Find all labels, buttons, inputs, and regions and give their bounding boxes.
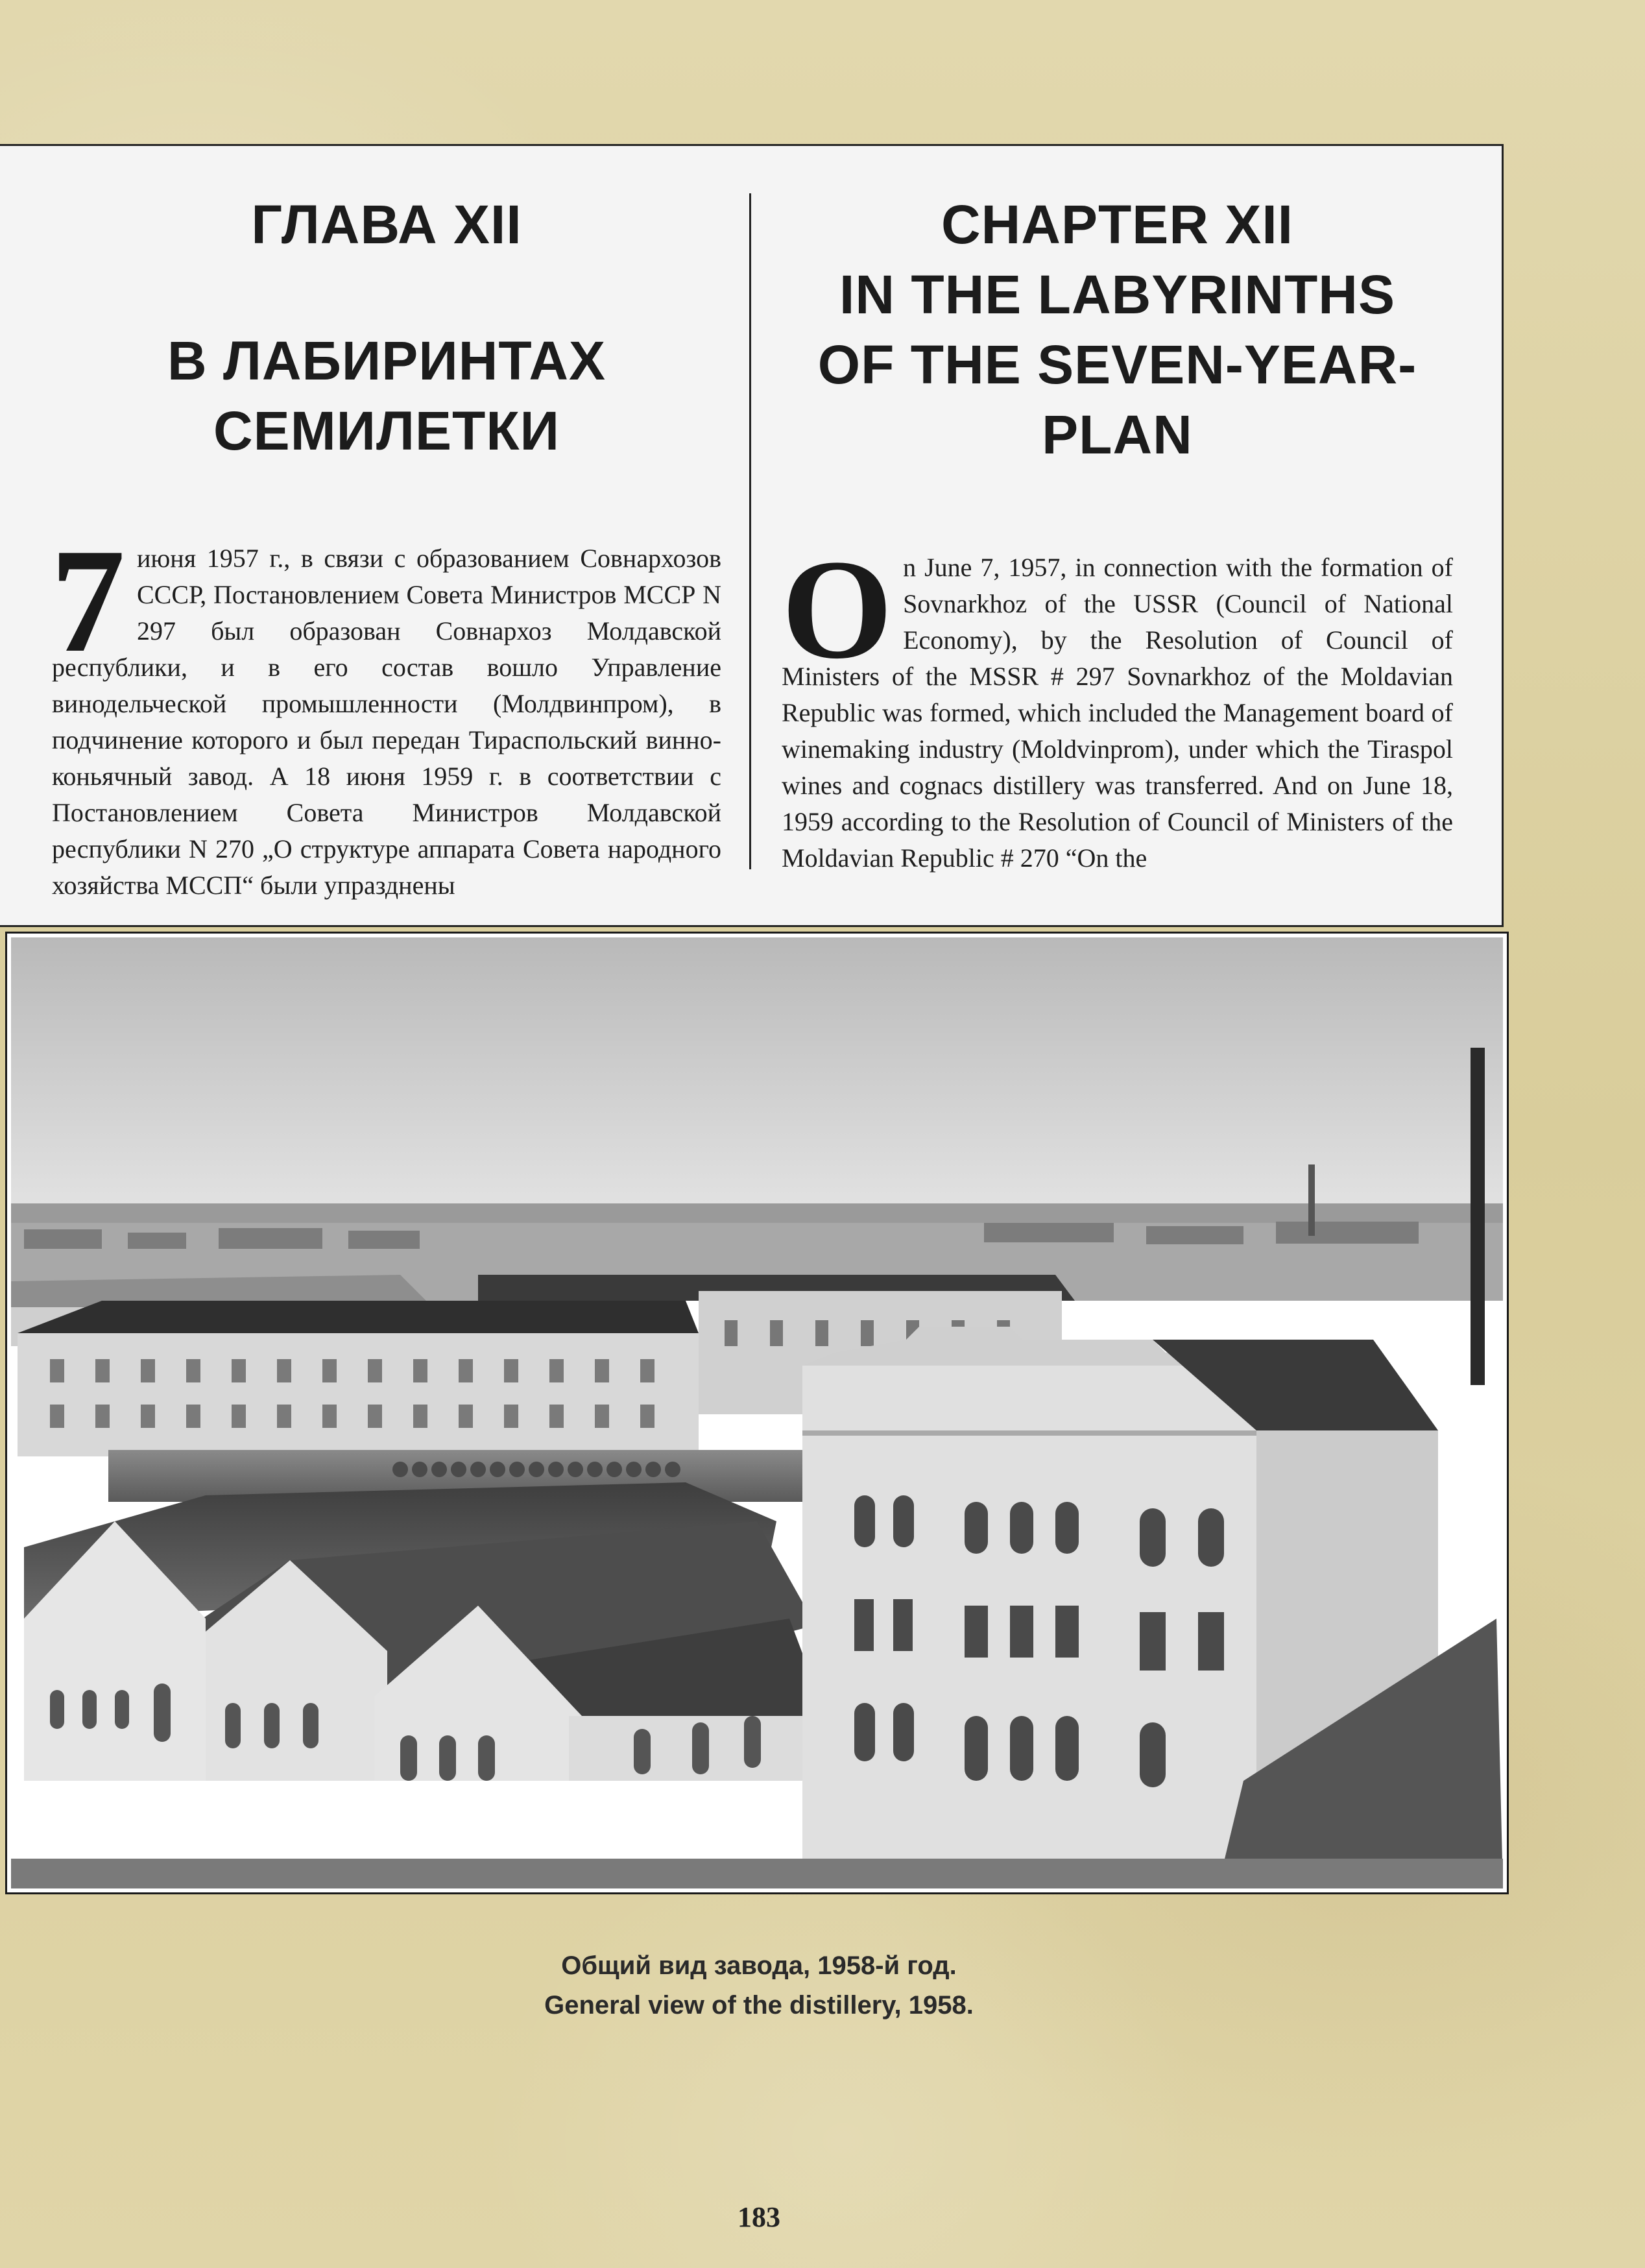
text-panel xyxy=(0,144,1504,927)
heading-line-en: OF THE SEVEN-YEAR- xyxy=(817,334,1417,395)
photo-caption-ru: Общий вид завода, 1958-й год. xyxy=(561,1951,957,1980)
drop-cap-ru: 7 xyxy=(51,518,125,683)
distillery-photo xyxy=(5,932,1509,1894)
drop-cap-en: O xyxy=(782,530,893,688)
body-paragraph-en xyxy=(782,530,1453,876)
heading-line-en: IN THE LABYRINTHS xyxy=(839,264,1395,325)
body-text-ru: июня 1957 г., в связи с образованием Совнархозов СССР, Постановлением Совета Министров МССР N 297 был образован Совнархоз Молдавской республики, и в его состав вошло Управление винодельческой промышленности (Молдвинпром), в подчинение которого и был передан Тираспольский винно-коньячный завод. А 18 июня 1959 г. в соответствии с Постановлением Совета Министров Молдавской республики N 270 „О структуре аппарата Совета народного хозяйства МССП“ были упразднены xyxy=(52,544,721,900)
title-line-ru: СЕМИЛЕТКИ xyxy=(213,400,560,461)
title-line-ru: В ЛАБИРИНТАХ xyxy=(167,330,606,391)
column-divider xyxy=(749,193,751,869)
body-text-en: n June 7, 1957, in connection with the formation of Sovnarkhoz of the USSR (Council of National Economy), by the Resolution of Council of Ministers of the MSSR # 297 Sovnarkhoz of the Moldavian Republic was formed, which included the Management board of winemaking industry (Moldvinprom), under which the Tiraspol wines and cognacs distillery was transferred. And on June 18, 1959 according to the Resolution of Council of Ministers of the Moldavian Republic # 270 “On the xyxy=(782,553,1453,873)
chapter-title-ru xyxy=(52,326,721,466)
body-paragraph-ru xyxy=(51,518,721,904)
chapter-heading-ru: ГЛАВА XII xyxy=(251,194,522,255)
photo-caption-en: General view of the distillery, 1958. xyxy=(544,1991,974,2020)
chapter-heading-en xyxy=(782,189,1453,470)
heading-line-en: PLAN xyxy=(1042,404,1193,465)
page-number: 183 xyxy=(738,2201,780,2233)
distillery-photo-illustration xyxy=(11,937,1503,1888)
heading-line-en: CHAPTER XII xyxy=(941,194,1294,255)
